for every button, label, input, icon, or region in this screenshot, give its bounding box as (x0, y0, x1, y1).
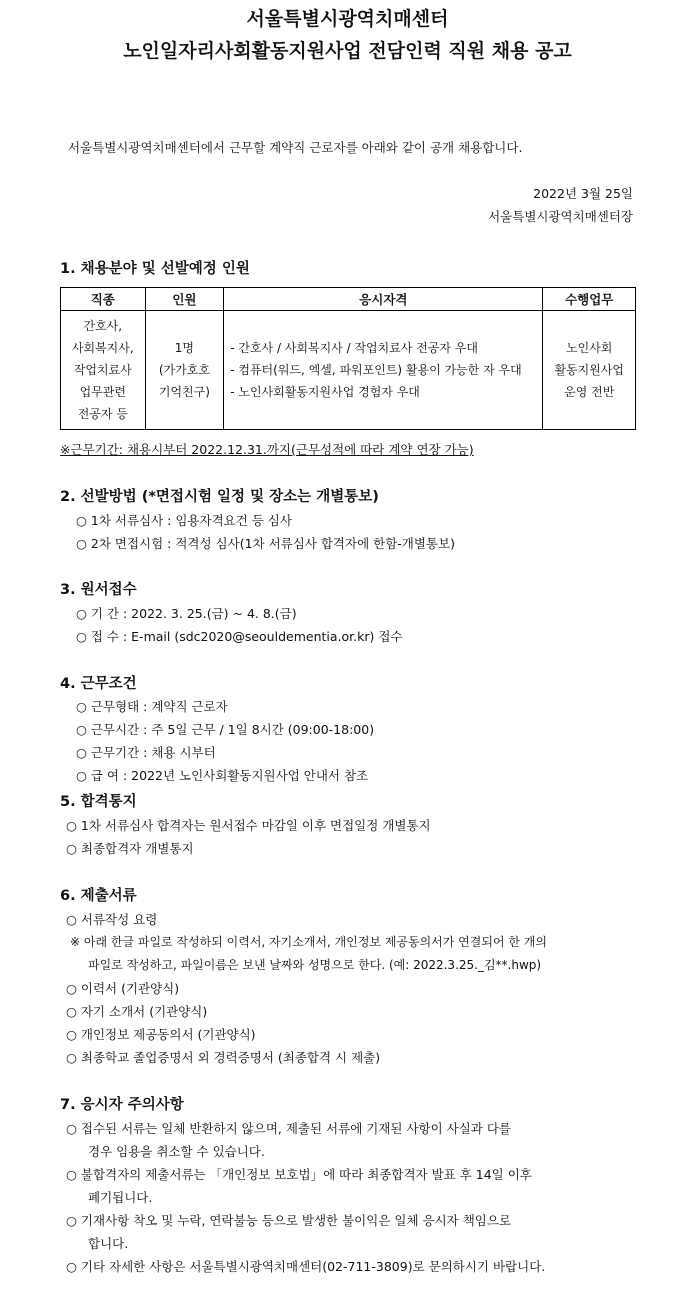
list-item: ○ 기 간 : 2022. 3. 25.(금) ~ 4. 8.(금) (76, 606, 297, 621)
list-item: ○ 기타 자세한 사항은 서울특별시광역치매센터(02-711-3809)로 문의하시기 바랍니다. (66, 1259, 546, 1274)
list-item: ○ 1차 서류심사 합격자는 원서접수 마감일 이후 면접일정 개별통지 (66, 818, 431, 833)
list-item: ○ 최종학교 졸업증명서 외 경력증명서 (최종합격 시 제출) (66, 1050, 381, 1065)
table-header-job: 직종 (61, 288, 146, 311)
list-item: ○ 접수된 서류는 일체 반환하지 않으며, 제출된 서류에 기재된 사항이 사실과 다를 (66, 1121, 511, 1136)
job-line: 업무관련 (79, 385, 126, 399)
duties-cell (543, 311, 636, 430)
section4-heading: 4. 근무조건 (60, 676, 137, 692)
work-period-note: ※근무기간: 채용시부터 2022.12.31.까지(근무성적에 따라 계약 연장 가능) (60, 442, 474, 457)
duty-line: 운영 전반 (564, 385, 615, 399)
job-cell (61, 311, 146, 430)
list-item: ○ 근무기간 : 채용 시부터 (76, 745, 216, 760)
table-header-row (61, 288, 636, 311)
qualification-item: - 노인사회활동지원사업 경험자 우대 (230, 385, 420, 399)
section3-heading: 3. 원서접수 (60, 582, 137, 598)
list-item: ○ 불합격자의 제출서류는 「개인정보 보호법」에 따라 최종합격자 발표 후 14일 이후 (66, 1167, 532, 1182)
issuer-name: 서울특별시광역치매센터장 (488, 209, 633, 224)
headcount-line: 1명 (174, 341, 195, 355)
list-item: ○ 2차 면접시험 : 적격성 심사(1차 서류심사 합격자에 한함-개별통보) (76, 536, 455, 551)
section2-heading: 2. 선발방법 (*면접시험 일정 및 장소는 개별통보) (60, 489, 379, 505)
job-line: 간호사, (83, 319, 123, 333)
list-item: 경우 임용을 취소할 수 있습니다. (88, 1144, 265, 1159)
job-line: 작업치료사 (73, 363, 132, 377)
list-item: ※ 아래 한글 파일로 작성하되 이력서, 자기소개서, 개인정보 제공동의서가 연결되어 한 개의 (70, 935, 547, 949)
section6-heading: 6. 제출서류 (60, 888, 137, 904)
qualification-item: - 간호사 / 사회복지사 / 작업치료사 전공자 우대 (230, 341, 478, 355)
list-item: ○ 1차 서류심사 : 임용자격요건 등 심사 (76, 513, 292, 528)
list-item: ○ 이력서 (기관양식) (66, 981, 180, 996)
section1-heading: 1. 채용분야 및 선발예정 인원 (60, 261, 250, 277)
qualifications-cell (224, 311, 543, 430)
title-line-2: 노인일자리사회활동지원사업 전담인력 직원 채용 공고 (123, 40, 572, 62)
list-item: ○ 접 수 : E-mail (sdc2020@seouldementia.or.kr) 접수 (76, 629, 403, 644)
list-item: 파일로 작성하고, 파일이름은 보낸 날짜와 성명으로 한다. (예: 2022.3.25._김**.hwp) (88, 958, 542, 972)
table-header-headcount: 인원 (145, 288, 224, 311)
table-row (61, 311, 636, 430)
duty-line: 활동지원사업 (554, 363, 624, 377)
intro-text: 서울특별시광역치매센터에서 근무할 계약직 근로자를 아래와 같이 공개 채용합니다. (68, 140, 523, 155)
section7-heading: 7. 응시자 주의사항 (60, 1097, 184, 1113)
list-item: ○ 기재사항 착오 및 누락, 연락불능 등으로 발생한 불이익은 일체 응시자 책임으로 (66, 1213, 511, 1228)
section5-heading: 5. 합격통지 (60, 794, 137, 810)
qualification-item: - 컴퓨터(워드, 엑셀, 파워포인트) 활용이 가능한 자 우대 (230, 363, 522, 377)
headcount-cell (145, 311, 224, 430)
table-header-qualifications: 응시자격 (224, 288, 543, 311)
recruitment-table (60, 287, 636, 430)
list-item: ○ 근무시간 : 주 5일 근무 / 1일 8시간 (09:00-18:00) (76, 722, 375, 737)
job-line: 전공자 등 (77, 407, 128, 421)
list-item: ○ 개인정보 제공동의서 (기관양식) (66, 1027, 256, 1042)
headcount-line: (가가호호 (158, 363, 210, 377)
list-item: ○ 서류작성 요령 (66, 912, 158, 927)
title-line-1: 서울특별시광역치매센터 (246, 8, 449, 30)
job-line: 사회복지사, (71, 341, 134, 355)
list-item: ○ 최종합격자 개별통지 (66, 841, 194, 856)
list-item: ○ 근무형태 : 계약직 근로자 (76, 699, 228, 714)
list-item: ○ 자기 소개서 (기관양식) (66, 1004, 208, 1019)
list-item: 합니다. (88, 1236, 129, 1251)
headcount-line: 기억친구) (158, 385, 210, 399)
list-item: ○ 급 여 : 2022년 노인사회활동지원사업 안내서 참조 (76, 768, 369, 783)
duty-line: 노인사회 (566, 341, 613, 355)
list-item: 폐기됩니다. (88, 1190, 153, 1205)
announcement-date: 2022년 3월 25일 (533, 186, 633, 201)
table-header-duties: 수행업무 (543, 288, 636, 311)
